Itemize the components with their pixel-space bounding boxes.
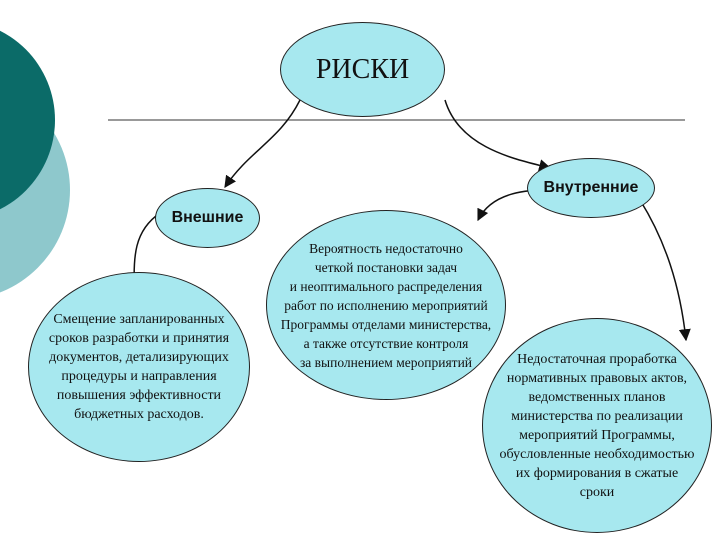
node-external-risk-text: Смещение запланированных сроков разработки и принятия документов, детализирующих процедуры и направления повышения эффективности бюджетных расходов. bbox=[48, 312, 230, 422]
node-external-label: Внешние bbox=[171, 209, 244, 226]
node-risks-label: РИСКИ bbox=[315, 53, 410, 85]
node-external bbox=[155, 188, 260, 248]
node-risks bbox=[280, 22, 445, 117]
node-internal-label: Внутренние bbox=[543, 179, 639, 196]
node-internal bbox=[527, 158, 655, 218]
node-internal-risk-2-text: Недостаточная проработка нормативных правовых актов, ведомственных планов министерства по реализации мероприятий Программы, обусловленные необходимостью их формирования в сжатые сроки bbox=[499, 351, 695, 500]
node-internal-risk-1 bbox=[266, 210, 506, 400]
arrow-internal-to-risk2 bbox=[640, 200, 686, 340]
arrow-root-to-internal bbox=[445, 100, 550, 168]
node-external-risk bbox=[28, 272, 250, 462]
node-internal-risk-2 bbox=[482, 318, 712, 533]
arrow-root-to-external bbox=[225, 100, 300, 187]
node-internal-risk-1-text: Вероятность недостаточно четкой постановки задач и неоптимального распределения работ по исполнению мероприятий Программы отделами министерства, а также отсутствие контроля за выполнением мероприятий bbox=[280, 240, 492, 370]
